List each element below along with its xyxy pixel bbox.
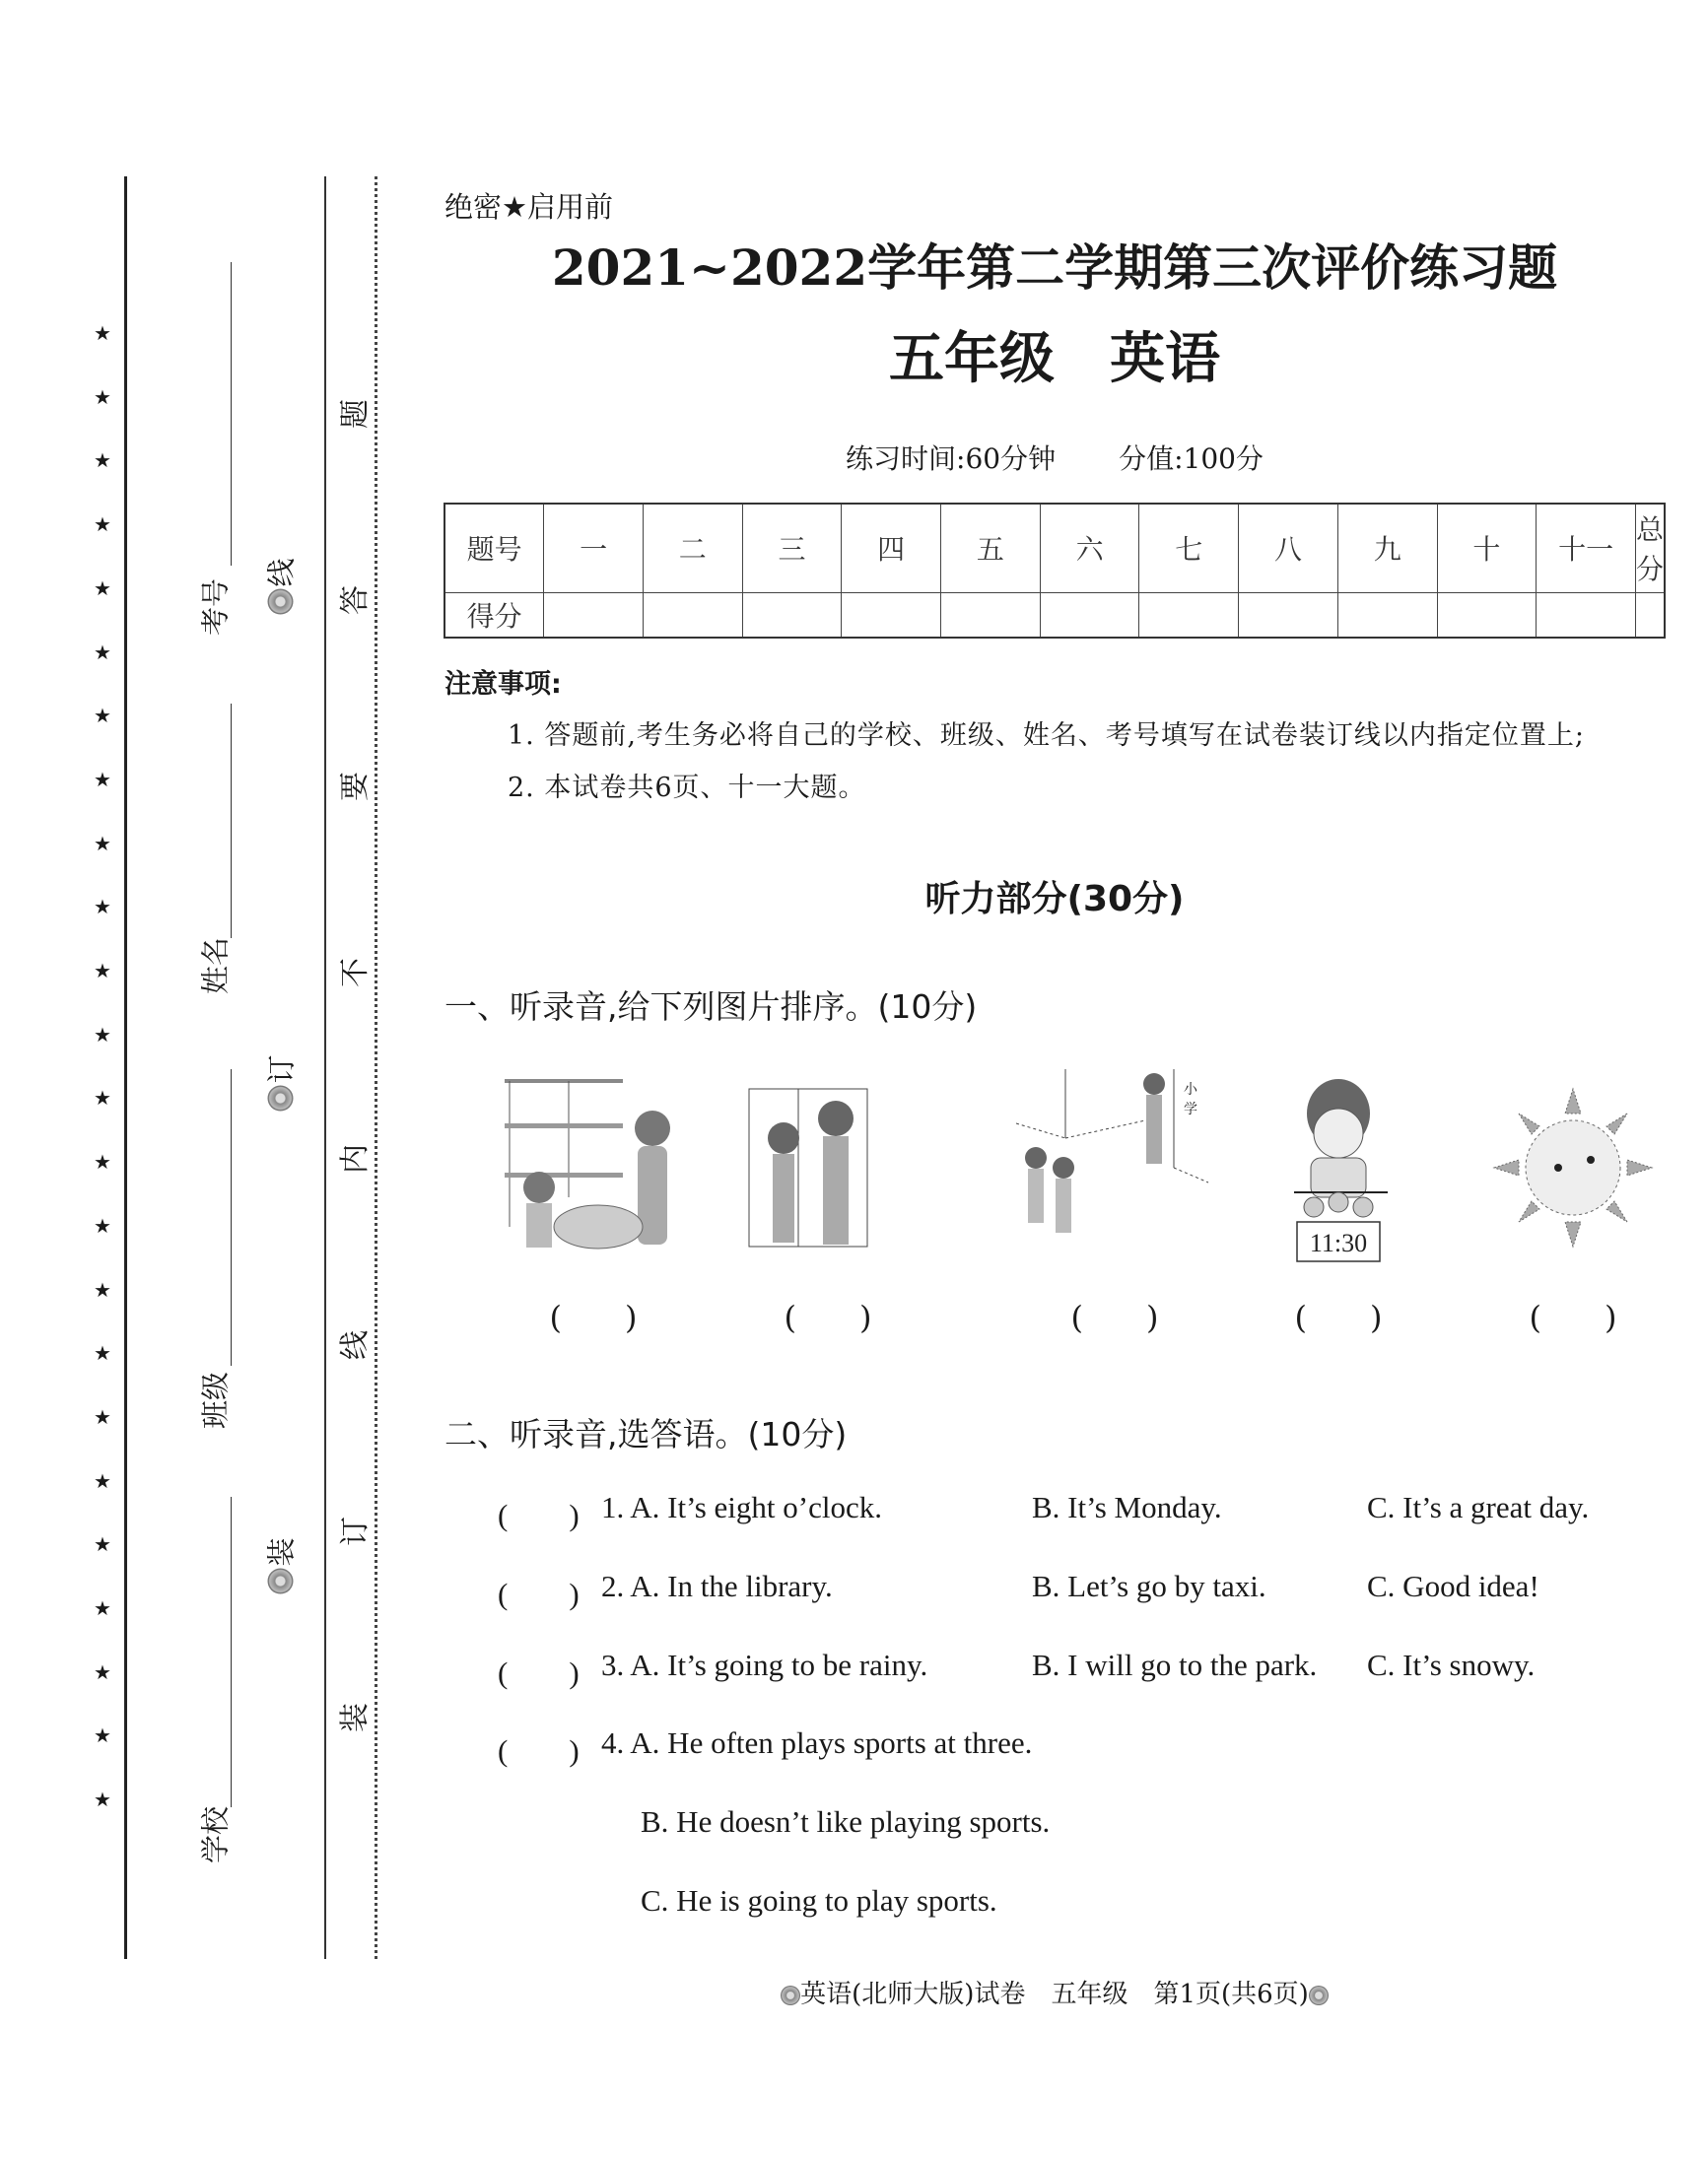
warning-char: 不 [338, 958, 373, 987]
question-number-cell: 总分 [1635, 504, 1665, 592]
exam-info [444, 438, 1666, 477]
lunch-scene-picture [1240, 1069, 1437, 1266]
question-4-option-a: 4. A. He often plays sports at three. [601, 1725, 1033, 1760]
question-2-option-b: B. Let’s go by taxi. [1032, 1569, 1266, 1603]
question-number-cell: 一 [544, 504, 644, 592]
seal-icon [267, 1086, 293, 1112]
note-item: 2. 本试卷共6页、十一大题。 [508, 773, 866, 803]
warning-char: 装 [338, 1703, 373, 1732]
logo-icon [781, 1986, 800, 2005]
star-icon: ★ [94, 831, 111, 855]
question-number-cell: 二 [643, 504, 742, 592]
question-4-option-c: C. He is going to play sports. [641, 1883, 997, 1918]
star-icon: ★ [94, 1213, 111, 1238]
notes-title: 注意事项: [444, 669, 562, 700]
score-cell[interactable] [1139, 592, 1239, 638]
star-icon: ★ [94, 1404, 111, 1429]
seal-mark-line [260, 558, 301, 614]
question-number-cell: 三 [742, 504, 842, 592]
star-icon: ★ [94, 959, 111, 982]
note-item: 1. 答题前,考生务必将自己的学校、班级、姓名、考号填写在试卷装订线以内指定位置上; [508, 720, 1586, 751]
answer-blank[interactable]: ( ) [498, 1733, 580, 1768]
sun-picture [1474, 1069, 1672, 1266]
exam-subtitle: 五年级 英语 [889, 326, 1220, 391]
field-underline [231, 1497, 232, 1807]
field-underline [231, 1069, 232, 1366]
question-3-option-b: B. I will go to the park. [1032, 1648, 1318, 1682]
warning-char: 答 [338, 585, 373, 615]
school-scene-picture [1016, 1069, 1213, 1266]
field-label-class: 班级 [198, 1371, 233, 1430]
star-icon: ★ [94, 448, 111, 473]
question-1-option-a: 1. A. It’s eight o’clock. [601, 1490, 882, 1524]
star-icon: ★ [94, 512, 111, 537]
section1-title: 一、听录音,给下列图片排序。(10分) [444, 987, 978, 1026]
section2-title: 二、听录音,选答语。(10分) [444, 1415, 848, 1453]
question-number-cell: 十一 [1537, 504, 1636, 592]
star-icon: ★ [94, 1341, 111, 1366]
score-cell[interactable] [842, 592, 941, 638]
svg-text:学: 学 [1184, 1102, 1197, 1117]
question-number-cell: 十 [1437, 504, 1537, 592]
exam-title: 2021~2022学年第二学期第三次评价练习题 [551, 238, 1558, 297]
answer-blank[interactable]: ( ) [498, 1498, 580, 1532]
answer-blank[interactable]: ( ) [1070, 1299, 1159, 1336]
star-icon: ★ [94, 1022, 111, 1047]
score-row-label: 得分 [444, 592, 544, 638]
logo-icon [1309, 1986, 1329, 2005]
confidential-label: 绝密★启用前 [444, 190, 613, 224]
star-icon: ★ [94, 1723, 111, 1748]
star-icon: ★ [94, 1659, 111, 1684]
score-cell[interactable] [742, 592, 842, 638]
star-icon: ★ [94, 640, 111, 664]
question-number-cell: 八 [1239, 504, 1338, 592]
question-1-option-b: B. It’s Monday. [1032, 1490, 1222, 1524]
question-3-option-c: C. It’s snowy. [1367, 1648, 1536, 1682]
seal-mark-staple [260, 1054, 301, 1111]
warning-char: 订 [338, 1517, 373, 1546]
warning-char: 题 [338, 399, 373, 429]
seal-icon [267, 589, 293, 615]
question-number-cell: 九 [1337, 504, 1437, 592]
seal-label: 订 [264, 1054, 299, 1084]
score-cell[interactable] [544, 592, 644, 638]
door-greeting-picture [729, 1069, 926, 1266]
answer-blank[interactable]: ( ) [549, 1299, 638, 1336]
warning-char: 内 [338, 1144, 373, 1174]
field-label-name: 姓名 [198, 936, 233, 995]
field-underline [231, 704, 232, 938]
star-icon: ★ [94, 575, 111, 600]
score-cell[interactable] [941, 592, 1041, 638]
star-icon: ★ [94, 384, 111, 409]
warning-char: 要 [338, 772, 373, 801]
binding-dotted-line [375, 176, 377, 1959]
shopping-scene-picture [495, 1069, 692, 1266]
star-icon: ★ [94, 895, 111, 919]
seal-label: 线 [264, 558, 299, 587]
binding-outer-line [124, 176, 127, 1959]
field-label-school: 学校 [198, 1805, 233, 1864]
score-cell[interactable] [1040, 592, 1139, 638]
question-1-option-c: C. It’s a great day. [1367, 1490, 1590, 1524]
star-icon: ★ [94, 1596, 111, 1620]
question-number-cell: 七 [1139, 504, 1239, 592]
question-3-option-a: 3. A. It’s going to be rainy. [601, 1648, 928, 1682]
score-row-label: 题号 [444, 504, 544, 592]
star-icon: ★ [94, 704, 111, 728]
star-icon: ★ [94, 1150, 111, 1175]
star-icon: ★ [94, 1468, 111, 1493]
score-table-score-row [444, 592, 1665, 638]
question-2-option-c: C. Good idea! [1367, 1569, 1539, 1603]
star-icon: ★ [94, 1086, 111, 1111]
warning-char: 线 [338, 1330, 373, 1360]
answer-blank[interactable]: ( ) [1294, 1299, 1383, 1336]
score-cell[interactable] [1635, 592, 1665, 638]
school-sign: 小 [1184, 1082, 1197, 1098]
star-icon: ★ [94, 767, 111, 791]
clock-time: 11:30 [1309, 1229, 1368, 1257]
answer-blank[interactable]: ( ) [498, 1577, 580, 1611]
score-cell[interactable] [643, 592, 742, 638]
seal-label: 装 [264, 1537, 299, 1567]
star-icon: ★ [94, 1277, 111, 1302]
question-number-cell: 六 [1040, 504, 1139, 592]
page-footer [444, 1974, 1666, 2010]
answer-blank[interactable]: ( ) [784, 1299, 872, 1336]
binding-inner-line [324, 176, 326, 1959]
score-table-header-row [444, 504, 1665, 592]
score-cell[interactable] [1437, 592, 1537, 638]
part-title: 听力部分(30分) [924, 879, 1185, 919]
answer-blank[interactable]: ( ) [1529, 1299, 1617, 1336]
seal-icon [267, 1569, 293, 1594]
field-underline [231, 262, 232, 566]
exam-score: 分值:100分 [1119, 442, 1264, 475]
question-2-option-a: 2. A. In the library. [601, 1569, 833, 1603]
footer-text: 英语(北师大版)试卷 五年级 第1页(共6页) [800, 1980, 1309, 2009]
field-label-exam-number: 考号 [198, 577, 233, 637]
score-cell[interactable] [1239, 592, 1338, 638]
score-cell[interactable] [1337, 592, 1437, 638]
exam-time: 练习时间:60分钟 [846, 442, 1057, 475]
score-table [444, 503, 1666, 639]
question-number-cell: 五 [941, 504, 1041, 592]
question-number-cell: 四 [842, 504, 941, 592]
star-icon: ★ [94, 1532, 111, 1557]
answer-blank[interactable]: ( ) [498, 1655, 580, 1690]
question-4-option-b: B. He doesn’t like playing sports. [641, 1804, 1051, 1839]
star-icon: ★ [94, 321, 111, 345]
seal-mark-bind [260, 1537, 301, 1593]
score-cell[interactable] [1537, 592, 1636, 638]
star-icon: ★ [94, 1788, 111, 1812]
